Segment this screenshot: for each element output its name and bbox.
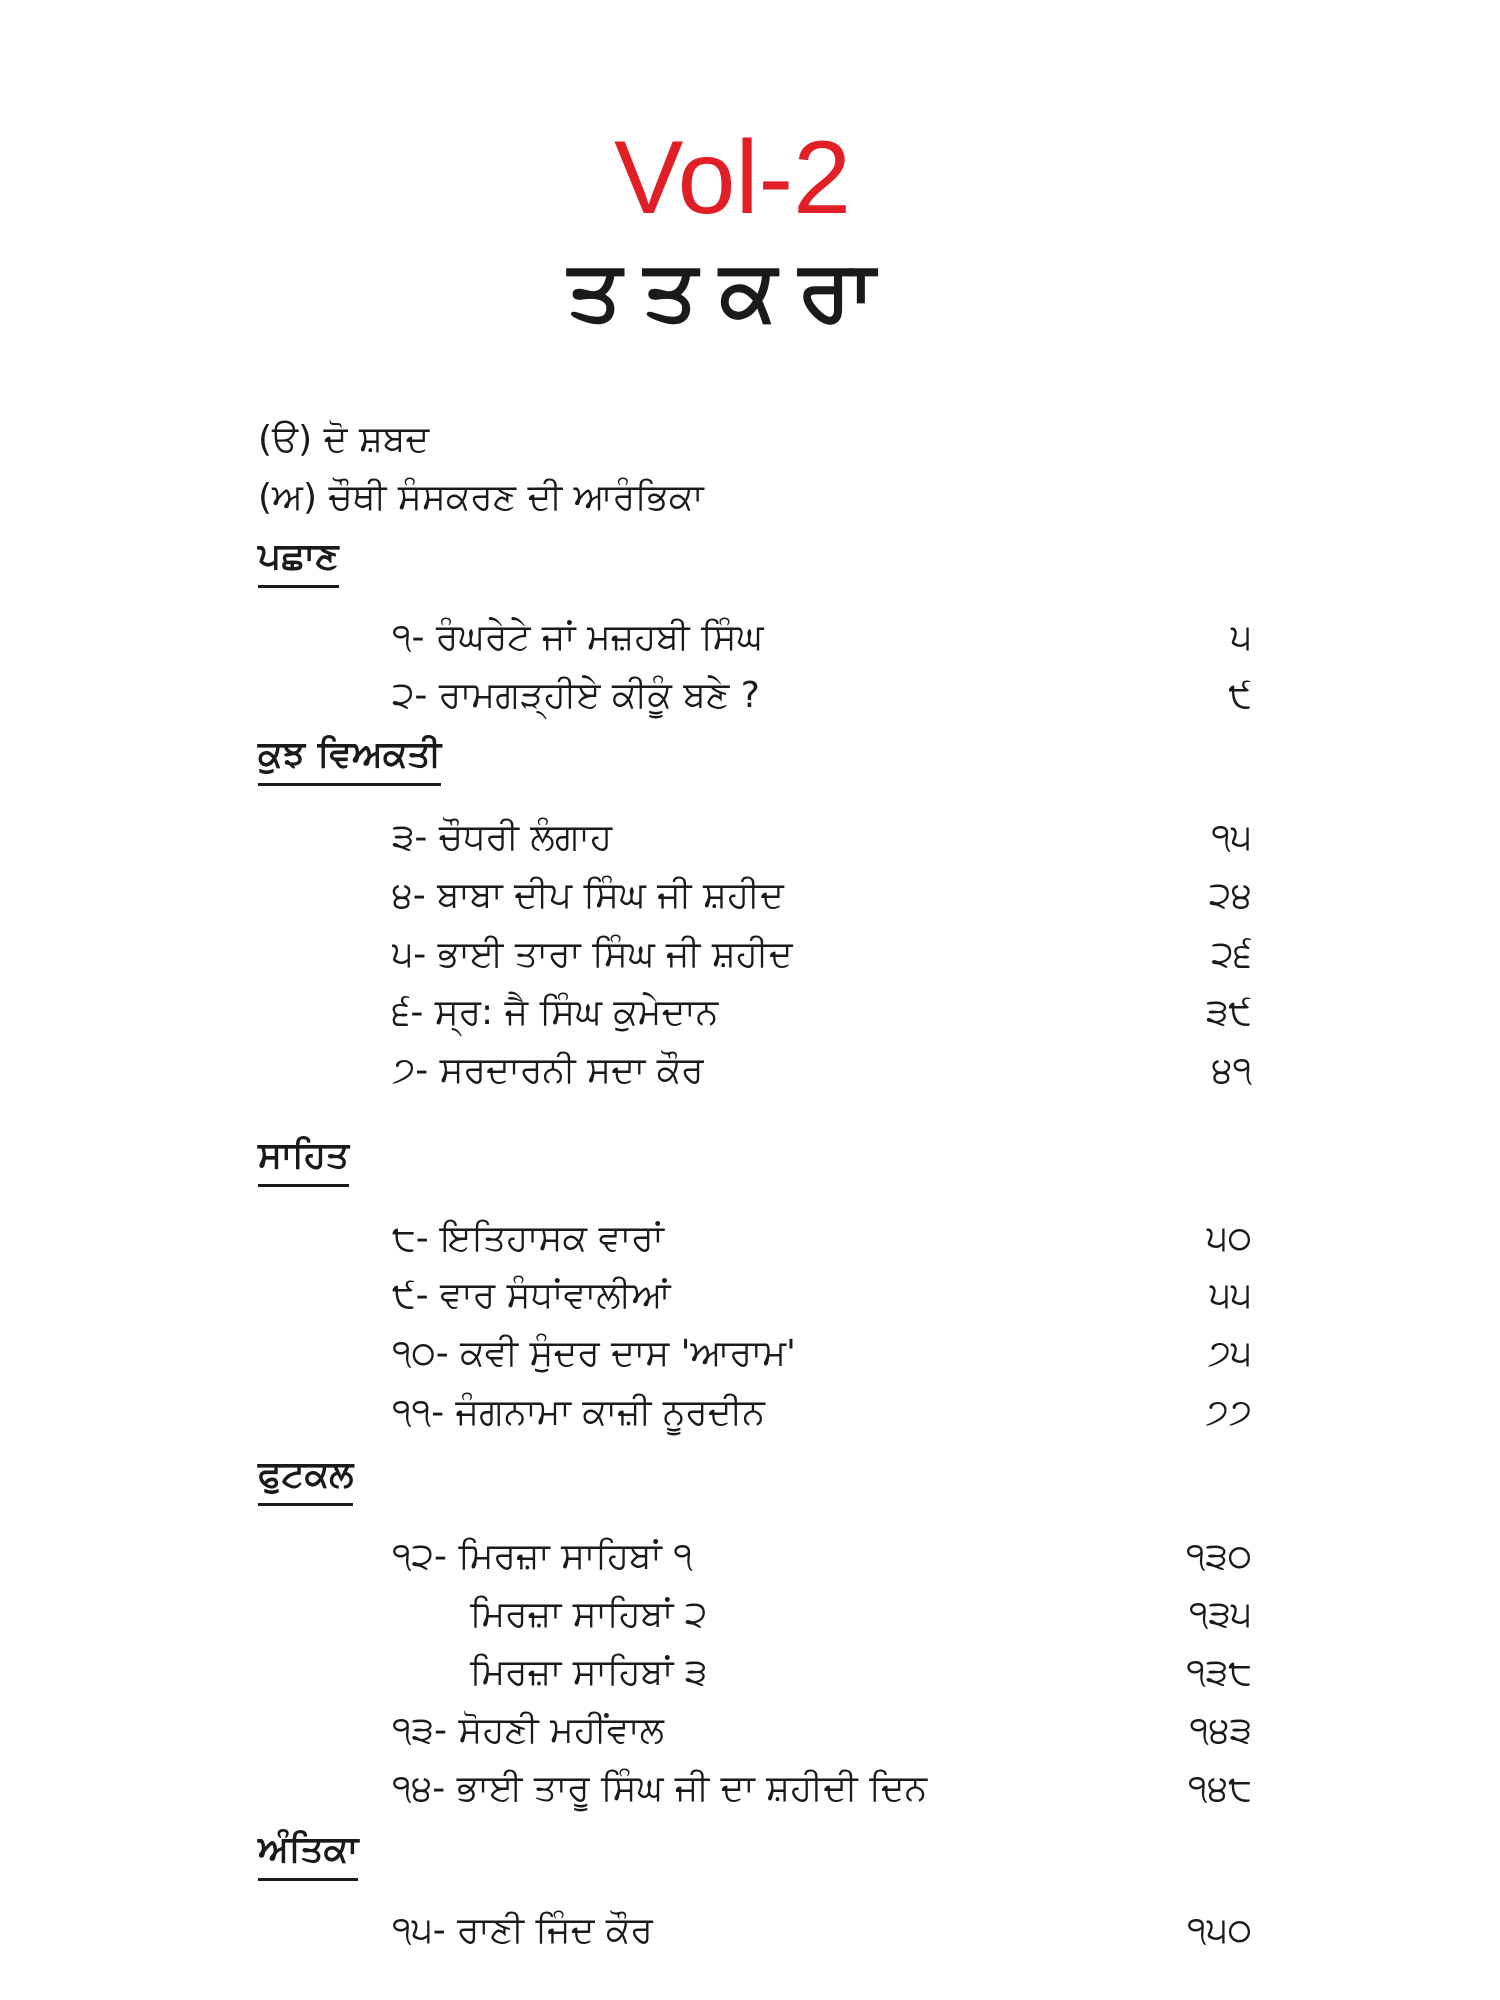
toc-entry-page: ੧੩੮ <box>1186 1652 1252 1693</box>
toc-entry[interactable] <box>392 988 1252 1038</box>
toc-entry-title: ਮਿਰਜ਼ਾ ਸਾਹਿਬਾਂ ੨ <box>470 1594 708 1635</box>
toc-entry[interactable] <box>392 1046 1252 1096</box>
toc-entry-title: ਮਿਰਜ਼ਾ ਸਾਹਿਬਾਂ ੩ <box>470 1652 708 1693</box>
toc-entry-title: ੧੧- ਜੰਗਨਾਮਾ ਕਾਜ਼ੀ ਨੂਰਦੀਨ <box>392 1392 765 1433</box>
toc-entry-page: ੫੫ <box>1209 1275 1252 1316</box>
toc-entry-title: ੧੩- ਸੋਹਣੀ ਮਹੀਂਵਾਲ <box>392 1710 664 1751</box>
toc-entry-title: ੪- ਬਾਬਾ ਦੀਪ ਸਿੰਘ ਜੀ ਸ਼ਹੀਦ <box>392 875 784 916</box>
toc-entry-page: ੧੩੫ <box>1188 1594 1252 1635</box>
section-heading: ਅੰਤਿਕਾ <box>258 1826 358 1881</box>
toc-entry[interactable] <box>392 871 1252 921</box>
toc-entry[interactable] <box>392 1764 1252 1814</box>
toc-entry-title: ੮- ਇਤਿਹਾਸਕ ਵਾਰਾਂ <box>392 1218 664 1259</box>
toc-entry[interactable] <box>392 1271 1252 1321</box>
toc-entry[interactable] <box>392 1329 1252 1379</box>
toc-entry-page: ੧੩੦ <box>1185 1536 1252 1577</box>
toc-entry-page: ੯ <box>1228 675 1252 716</box>
toc-entry-title: ੧੦- ਕਵੀ ਸੁੰਦਰ ਦਾਸ 'ਆਰਾਮ' <box>392 1333 796 1374</box>
toc-entry[interactable] <box>392 1706 1252 1756</box>
toc-entry-page: ੫ <box>1230 617 1252 658</box>
toc-entry[interactable] <box>392 1388 1252 1438</box>
section-heading: ਫੁਟਕਲ <box>258 1451 353 1506</box>
toc-entry[interactable] <box>392 1906 1252 1956</box>
toc-entry[interactable] <box>392 671 1252 721</box>
toc-entry-page: ੪੧ <box>1211 1050 1252 1091</box>
toc-entry[interactable] <box>392 1532 1252 1582</box>
toc-entry[interactable] <box>470 1590 1252 1640</box>
volume-label: Vol-2 <box>613 120 852 236</box>
section-heading: ਪਛਾਣ <box>258 533 339 588</box>
toc-entry[interactable] <box>392 930 1252 980</box>
toc-entry[interactable] <box>392 1214 1252 1264</box>
page-title: ਤਤਕਰਾ <box>568 241 897 339</box>
toc-entry-page: ੫੦ <box>1206 1218 1252 1259</box>
toc-entry[interactable] <box>392 613 1252 663</box>
toc-entry-title: ੯- ਵਾਰ ਸੰਧਾਂਵਾਲੀਆਂ <box>392 1275 671 1316</box>
toc-entry-page: ੧੫ <box>1211 817 1252 858</box>
section-heading: ਸਾਹਿਤ <box>258 1132 349 1187</box>
toc-entry-page: ੨੪ <box>1208 875 1252 916</box>
toc-entry-page: ੨੬ <box>1211 934 1252 975</box>
toc-entry-title: ੭- ਸਰਦਾਰਨੀ ਸਦਾ ਕੌਰ <box>392 1050 704 1091</box>
toc-entry-page: ੧੪੩ <box>1189 1710 1252 1751</box>
toc-entry[interactable] <box>470 1648 1252 1698</box>
section-heading: ਕੁਝ ਵਿਅਕਤੀ <box>258 731 441 786</box>
front-matter-item: (ੳ) ਦੋ ਸ਼ਬਦ <box>258 419 430 460</box>
toc-entry-title: ੫- ਭਾਈ ਤਾਰਾ ਸਿੰਘ ਜੀ ਸ਼ਹੀਦ <box>392 934 793 975</box>
toc-entry-title: ੬- ਸ੍ਰ: ਜੈ ਸਿੰਘ ਕੁਮੇਦਾਨ <box>392 992 719 1033</box>
toc-entry-title: ੨- ਰਾਮਗੜ੍ਹੀਏ ਕੀਕੂੰ ਬਣੇ ? <box>392 675 760 716</box>
toc-entry-page: ੭੭ <box>1205 1392 1252 1433</box>
front-matter-item: (ਅ) ਚੌਥੀ ਸੰਸਕਰਣ ਦੀ ਆਰੰਭਿਕਾ <box>258 477 704 518</box>
toc-entry-title: ੧੫- ਰਾਣੀ ਜਿੰਦ ਕੌਰ <box>392 1910 653 1951</box>
toc-entry-title: ੩- ਚੌਧਰੀ ਲੰਗਾਹ <box>392 817 613 858</box>
toc-entry-page: ੧੫੦ <box>1187 1910 1252 1951</box>
toc-entry-page: ੭੫ <box>1207 1333 1252 1374</box>
toc-entry-title: ੧੨- ਮਿਰਜ਼ਾ ਸਾਹਿਬਾਂ ੧ <box>392 1536 693 1577</box>
toc-entry-page: ੧੪੮ <box>1187 1768 1252 1809</box>
toc-entry[interactable] <box>392 813 1252 863</box>
toc-entry-title: ੧੪- ਭਾਈ ਤਾਰੂ ਸਿੰਘ ਜੀ ਦਾ ਸ਼ਹੀਦੀ ਦਿਨ <box>392 1768 928 1809</box>
toc-entry-page: ੩੯ <box>1206 992 1252 1033</box>
toc-entry-title: ੧- ਰੰਘਰੇਟੇ ਜਾਂ ਮਜ਼ਹਬੀ ਸਿੰਘ <box>392 617 764 658</box>
